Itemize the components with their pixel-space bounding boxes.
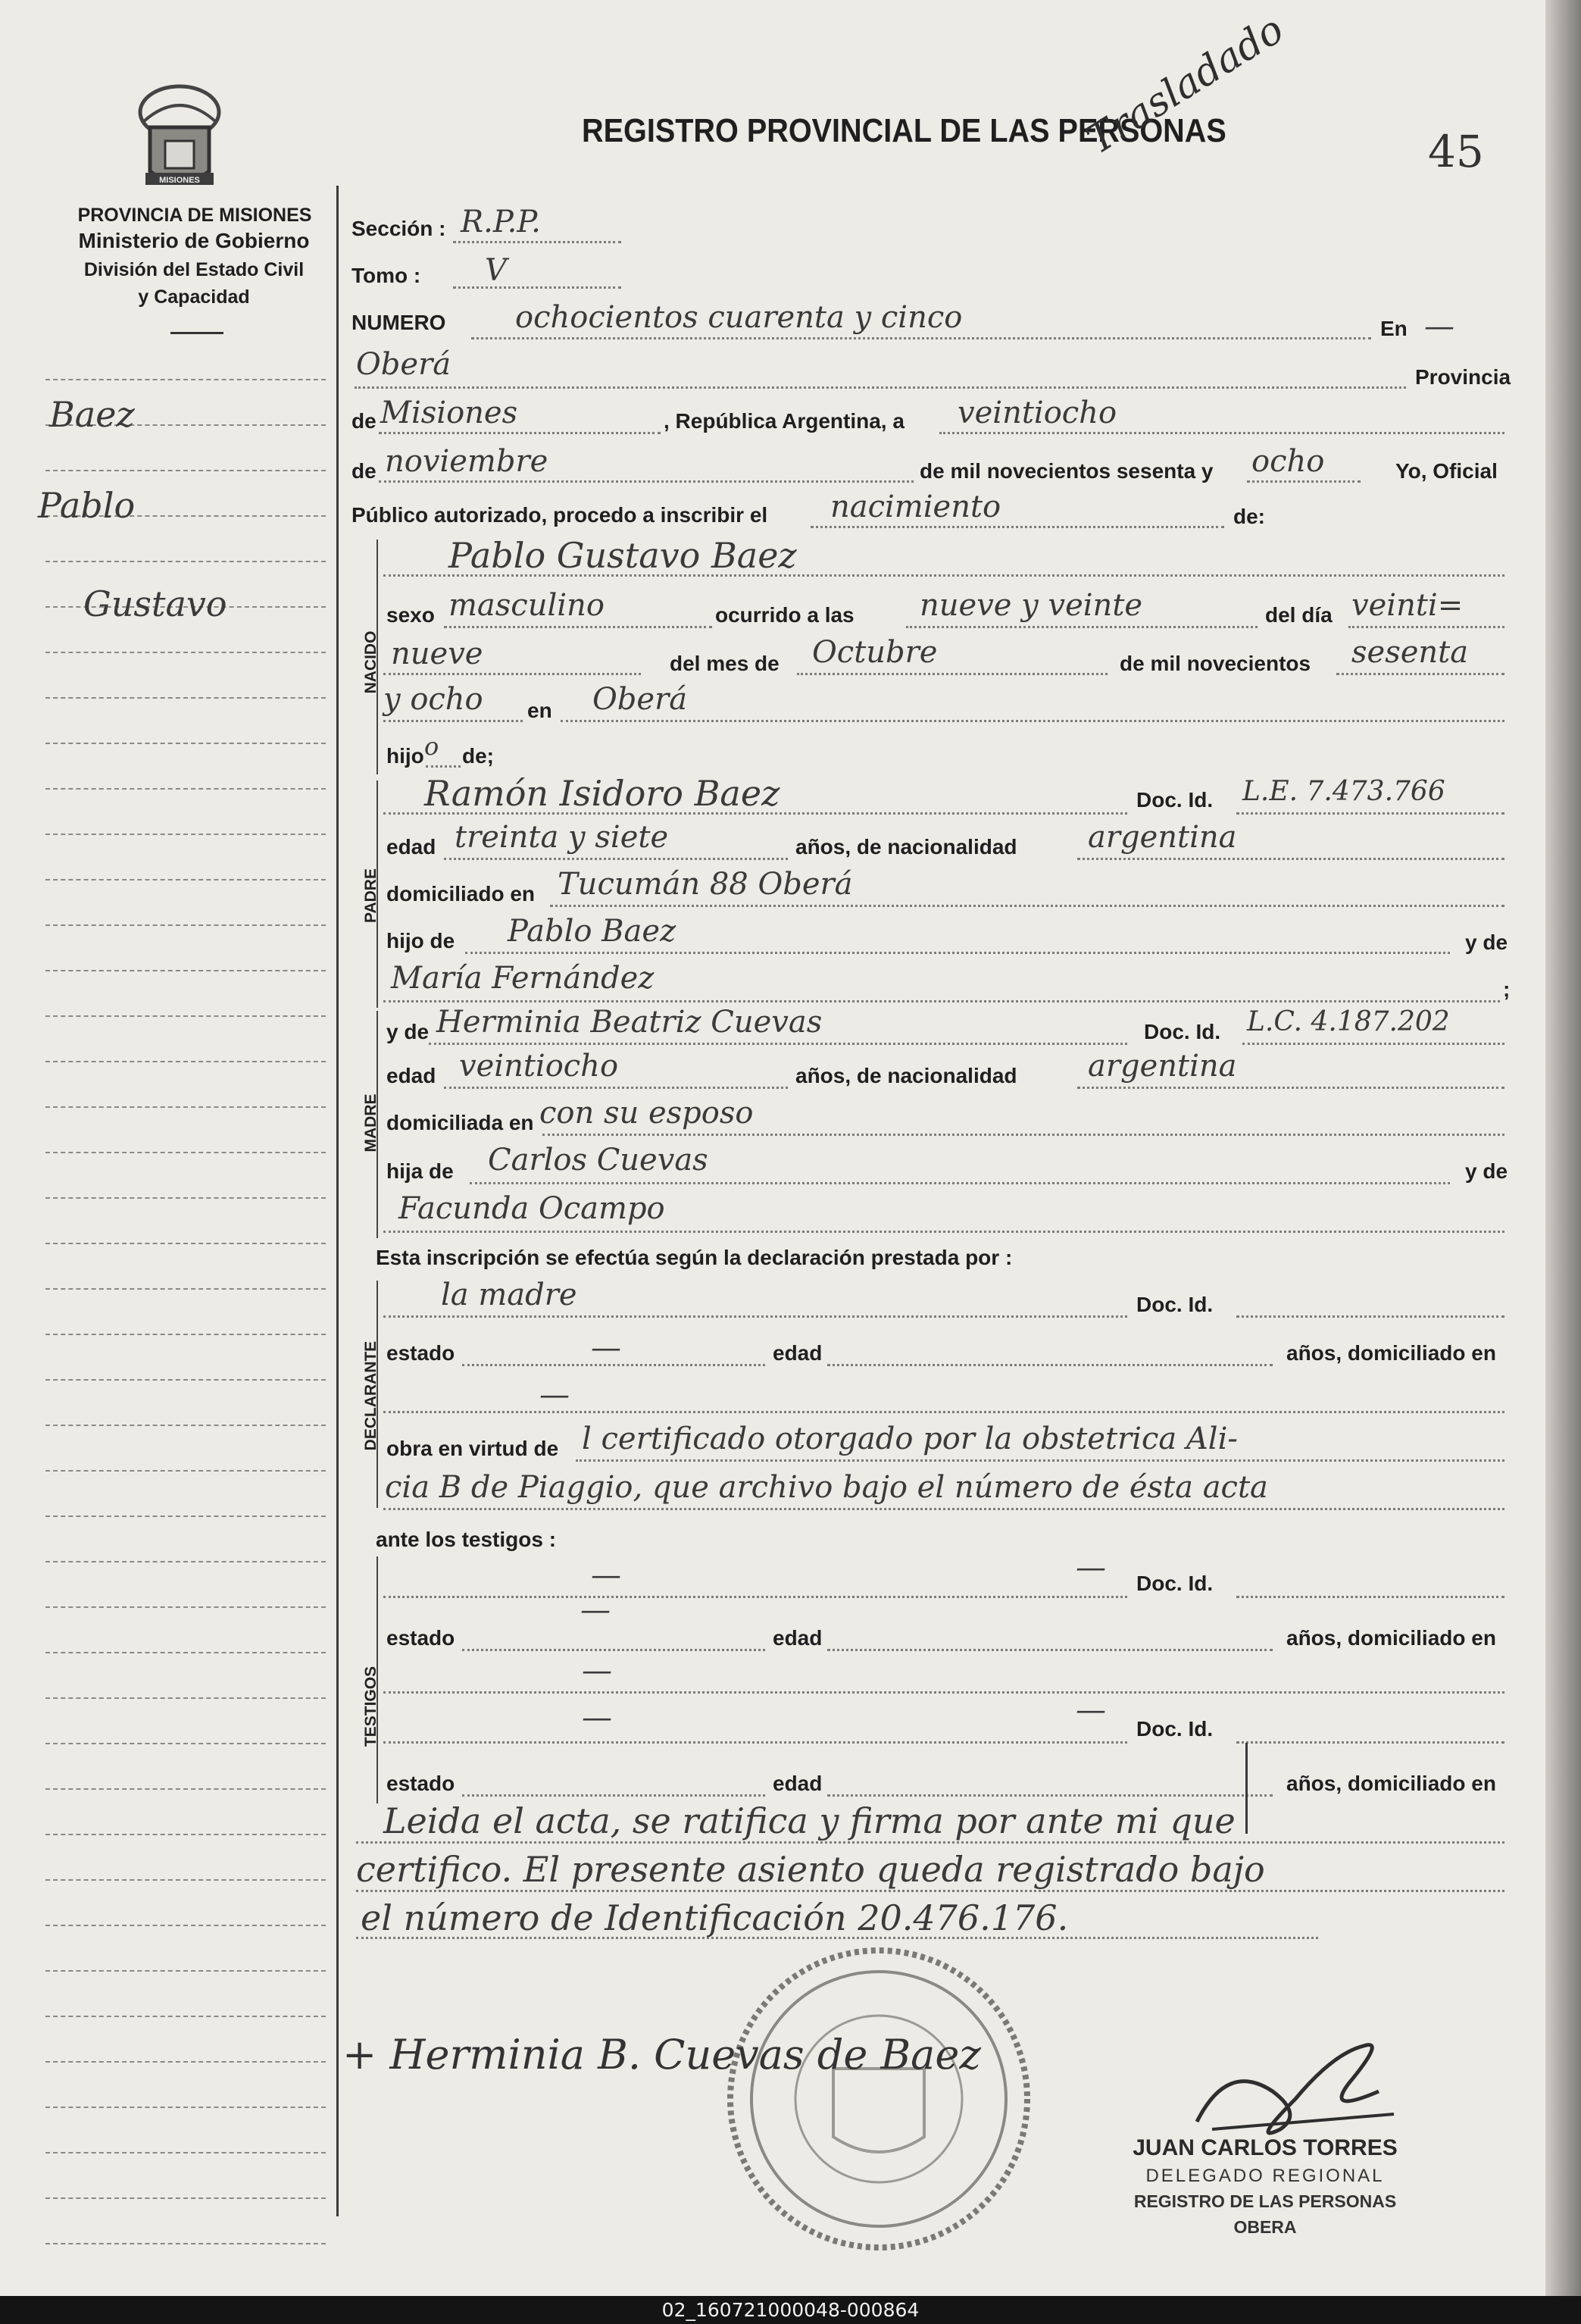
margin-rule-line [45, 1379, 326, 1381]
testigo1-dom-dash: — [582, 1653, 612, 1688]
declarante-section-label: DECLARANTE [362, 1340, 380, 1451]
declarante-intro: Esta inscripción se efectúa según la declaración prestada por : [376, 1246, 1013, 1269]
madre-dom-label: domiciliada en [386, 1111, 534, 1134]
hijo-de-label: de; [462, 744, 494, 768]
margin-rule-line [45, 652, 326, 653]
madre-padre-value: Carlos Cuevas [488, 1143, 708, 1178]
madre-y-de-label: y de [386, 1020, 430, 1043]
sexo-value: masculino [448, 588, 605, 623]
madre-name: Herminia Beatriz Cuevas [436, 1005, 823, 1040]
padre-y-de-label: y de [1465, 931, 1508, 954]
office-capacity: y Capacidad [138, 286, 250, 308]
margin-first-name: Pablo [38, 485, 136, 526]
year-value: ocho [1251, 444, 1325, 479]
margin-rule-line [45, 1106, 326, 1108]
madre-edad-line [444, 1087, 788, 1089]
closing-text-3: el número de Identificación 20.476.176. [361, 1897, 1069, 1938]
padre-madre-value: María Fernández [391, 961, 655, 996]
seal-label: MISIONES [159, 176, 200, 185]
anio-value-1: sesenta [1351, 635, 1469, 670]
margin-rule-line [45, 2107, 326, 2108]
margin-rule-line [45, 1561, 326, 1562]
margin-rule-line [45, 1970, 326, 1972]
margin-rule-line [45, 379, 326, 380]
margin-rule-line [45, 1015, 326, 1017]
padre-dom-line [550, 905, 1504, 907]
madre-dom-line [542, 1134, 1504, 1136]
margin-rule-line [45, 1470, 326, 1472]
official-signature-icon [1182, 2000, 1409, 2152]
testigos-intro: ante los testigos : [376, 1528, 557, 1551]
testigo1-dash-a: — [591, 1558, 621, 1593]
margin-rule-line [45, 2061, 326, 2063]
anio-line [1336, 673, 1504, 675]
closing-text-2: certifico. El presente asiento queda registrado bajo [356, 1849, 1265, 1890]
margin-surname: Baez [49, 394, 135, 435]
declarante-obra-line [576, 1459, 1504, 1462]
publico-label: Público autorizado, procedo a inscribir el [352, 503, 768, 527]
del-dia-label: del día [1265, 603, 1333, 627]
mes-value: Octubre [812, 635, 938, 670]
margin-rule-line [45, 1288, 326, 1290]
seccion-label: Sección : [352, 217, 446, 240]
de1-label: de [352, 409, 377, 433]
de-mil-nac-label: de mil novecientos [1120, 652, 1311, 675]
madre-madre-line [383, 1231, 1504, 1233]
madre-anios-label: años, de nacionalidad [795, 1064, 1017, 1087]
day-line [939, 432, 1504, 434]
official-office: REGISTRO DE LAS PERSONAS [1133, 2191, 1397, 2211]
provincial-seal-icon [129, 82, 231, 195]
closing-text-1: Leida el acta, se ratifica y firma por ante mi que [383, 1800, 1236, 1841]
margin-rule-line [45, 2243, 326, 2244]
sexo-line [444, 626, 712, 628]
padre-name: Ramón Isidoro Baez [424, 773, 780, 814]
padre-dom-value: Tucumán 88 Oberá [558, 867, 853, 902]
padre-edad-label: edad [386, 835, 436, 859]
madre-name-line [429, 1043, 1127, 1045]
closing-line-2 [356, 1890, 1504, 1892]
madre-dom-value: con su esposo [539, 1096, 754, 1131]
testigo2-strike-line [1245, 1743, 1248, 1834]
margin-rule-line [45, 1743, 326, 1744]
act-type-line [811, 526, 1224, 528]
madre-doc-line [1242, 1043, 1504, 1045]
en-value: — [1424, 309, 1454, 344]
margin-rule-line [45, 1061, 326, 1062]
testigo1-estado-line [462, 1649, 765, 1651]
margin-rule-line [45, 970, 326, 971]
testigo2-edad-line [827, 1794, 1273, 1797]
declarante-estado-value: — [591, 1331, 621, 1365]
file-id-caption: 02_160721000048-000864 [661, 2299, 920, 2321]
yo-oficial-label: Yo, Oficial [1395, 459, 1498, 483]
trasladado-stamp: Trasladado [1079, 6, 1292, 164]
margin-rule-line [45, 2016, 326, 2017]
declarante-doc-line [1236, 1315, 1504, 1318]
dia-value-2: nueve [391, 637, 483, 671]
republica-label: , República Argentina, a [664, 409, 905, 433]
anio-value-2: y ocho [383, 682, 483, 717]
del-mes-label: del mes de [670, 652, 780, 675]
testigo1-anios-label: años, domiciliado en [1286, 1626, 1496, 1650]
padre-nac-line [1077, 858, 1504, 860]
padre-doc-value: L.E. 7.473.766 [1242, 776, 1445, 807]
page-edge-shadow [1545, 0, 1581, 2296]
margin-rule-line [45, 2152, 326, 2154]
padre-nac-value: argentina [1088, 820, 1237, 855]
hijo-line [426, 765, 461, 768]
page-title: REGISTRO PROVINCIAL DE LAS PERSONAS [582, 112, 1226, 149]
testigo2-estado-line [462, 1794, 765, 1797]
seccion-value: R.P.P. [461, 205, 541, 239]
margin-rule-line [45, 1243, 326, 1244]
declarante-obra-value-1: l certificado otorgado por la obstetrica Ali- [582, 1422, 1238, 1456]
margin-rule-line [45, 470, 326, 471]
margin-rule-line [45, 1879, 326, 1881]
testigo2-doc-label: Doc. Id. [1136, 1717, 1214, 1741]
official-round-stamp-icon [720, 1940, 1038, 2258]
hijo-label: hijo [386, 744, 424, 768]
declarante-obra-value-2: cia B de Piaggio, que archivo bajo el número de ésta acta [385, 1470, 1268, 1505]
tomo-value: V [485, 253, 507, 288]
year-line [1247, 480, 1361, 483]
margin-rule-line [45, 2197, 326, 2199]
office-province: PROVINCIA DE MISIONES [77, 205, 312, 226]
padre-doc-label: Doc. Id. [1136, 788, 1214, 812]
madre-edad-value: veintiocho [459, 1049, 619, 1084]
madre-padres-line [470, 1182, 1450, 1184]
madre-nac-value: argentina [1088, 1049, 1237, 1084]
margin-rule-line [45, 697, 326, 699]
testigo2-estado-label: estado [386, 1772, 455, 1795]
month-line [379, 480, 914, 483]
padre-semicolon: ; [1503, 977, 1511, 1001]
madre-doc-value: L.C. 4.187.202 [1247, 1006, 1450, 1037]
de2-label: de [352, 459, 377, 483]
page-number: 45 [1428, 126, 1484, 177]
margin-rule-line [45, 1197, 326, 1199]
madre-y-de-label2: y de [1465, 1159, 1508, 1183]
numero-value: ochocientos cuarenta y cinco [515, 300, 963, 335]
declarante-anios-label: años, domiciliado en [1286, 1341, 1496, 1365]
margin-rule-line [45, 1425, 326, 1426]
margin-rule-line [45, 788, 326, 790]
dia-line [1348, 626, 1504, 628]
declarante-dom-value: — [539, 1378, 570, 1412]
madre-section-label: MADRE [362, 1093, 380, 1153]
testigo1-edad-line [827, 1649, 1273, 1651]
dia-value-1: veinti= [1351, 588, 1464, 623]
declarante-name-line [383, 1315, 1127, 1318]
province-line [379, 432, 661, 434]
padre-hijo-de-label: hijo de [386, 929, 455, 952]
lugar-line [561, 720, 1504, 722]
testigo1-doc-label: Doc. Id. [1136, 1572, 1214, 1595]
office-divider [170, 332, 223, 334]
ocurrido-label: ocurrido a las [715, 603, 855, 627]
margin-rule-line [45, 743, 326, 744]
padre-edad-line [444, 858, 788, 860]
margin-rule-line [45, 879, 326, 880]
padre-edad-value: treinta y siete [455, 820, 669, 855]
margin-rule-line [45, 1515, 326, 1517]
seccion-line [453, 241, 621, 243]
day-value: veintiocho [958, 396, 1117, 430]
padre-padres-line [465, 952, 1450, 954]
padre-dom-label: domiciliado en [386, 882, 536, 906]
declarante-obra2-line [383, 1508, 1504, 1510]
testigo1-estado-label: estado [386, 1626, 455, 1650]
padre-madre-line [383, 1000, 1500, 1002]
testigo1-dom-line [383, 1691, 1504, 1694]
padre-padre-value: Pablo Baez [508, 914, 676, 949]
testigo2-edad-label: edad [773, 1772, 823, 1795]
hora-line [906, 626, 1258, 628]
padre-section-label: PADRE [362, 868, 380, 923]
madre-doc-label: Doc. Id. [1144, 1020, 1221, 1043]
column-divider [336, 186, 339, 2216]
declarante-name: la madre [441, 1278, 577, 1312]
anio2-line [383, 720, 523, 722]
declarante-edad-label: edad [773, 1341, 823, 1365]
margin-rule-line [45, 1152, 326, 1153]
provincia-label: Provincia [1415, 365, 1511, 389]
testigo1-edad-label: edad [773, 1626, 823, 1650]
testigo2-anios-label: años, domiciliado en [1286, 1772, 1496, 1795]
margin-rule-line [45, 1925, 326, 1926]
testigo1-estado-dash: — [580, 1593, 611, 1628]
dia2-line [383, 673, 641, 675]
province-value: Misiones [380, 396, 518, 430]
testigo1-doc-line [1236, 1596, 1504, 1598]
declarant-signature: + Herminia B. Cuevas de Baez [342, 2031, 981, 2078]
hora-value: nueve y veinte [920, 588, 1143, 623]
margin-rule-line [45, 834, 326, 835]
month-value: noviembre [385, 444, 548, 479]
official-name: JUAN CARLOS TORRES [1133, 2135, 1398, 2160]
nacido-name: Pablo Gustavo Baez [448, 535, 797, 576]
locality-value: Oberá [356, 347, 451, 382]
testigo1-name-line [383, 1596, 1127, 1598]
locality-line [355, 386, 1406, 389]
declarante-doc-label: Doc. Id. [1136, 1293, 1214, 1316]
testigo2-dash-b: — [1076, 1693, 1106, 1728]
madre-edad-label: edad [386, 1064, 436, 1087]
declarante-estado-label: estado [386, 1341, 455, 1365]
padre-anios-label: años, de nacionalidad [795, 835, 1017, 859]
de-colon-label: de: [1233, 505, 1265, 528]
closing-line-1 [356, 1841, 1504, 1844]
testigo1-dash-b: — [1076, 1550, 1106, 1585]
declarante-obra-label: obra en virtud de [386, 1437, 559, 1460]
margin-rule-line [45, 1606, 326, 1608]
act-type-value: nacimiento [830, 490, 1001, 524]
margin-second-name: Gustavo [83, 583, 227, 624]
margin-rule-line [45, 1652, 326, 1653]
margin-rule-line [45, 1834, 326, 1835]
official-city: OBERA [1233, 2217, 1297, 2237]
nac-en-label: en [527, 699, 552, 722]
declarante-edad-line [827, 1364, 1273, 1366]
official-role: DELEGADO REGIONAL [1145, 2166, 1385, 2186]
numero-label: NUMERO [352, 311, 446, 334]
nacido-section-label: NACIDO [362, 630, 380, 694]
madre-hija-de-label: hija de [386, 1159, 454, 1183]
testigos-section-label: TESTIGOS [362, 1666, 380, 1747]
hijo-value: o [424, 732, 439, 761]
testigo2-dash-a: — [582, 1700, 612, 1735]
lugar-value: Oberá [592, 682, 688, 717]
numero-line [471, 337, 1371, 339]
padre-doc-line [1236, 812, 1504, 815]
madre-madre-value: Facunda Ocampo [398, 1191, 665, 1226]
mes-line [797, 673, 1108, 675]
tomo-label: Tomo : [352, 264, 421, 287]
testigo2-doc-line [1236, 1741, 1504, 1744]
tomo-line [453, 286, 621, 289]
office-ministry: Ministerio de Gobierno [78, 229, 310, 252]
margin-rule-line [45, 1697, 326, 1699]
de-mil-label: de mil novecientos sesenta y [920, 459, 1214, 483]
office-division: División del Estado Civil [83, 259, 305, 280]
sexo-label: sexo [386, 603, 435, 627]
margin-rule-line [45, 1334, 326, 1335]
madre-nac-line [1077, 1087, 1504, 1089]
margin-rule-line [45, 924, 326, 926]
margin-rule-line [45, 561, 326, 562]
testigo2-name-line [383, 1741, 1127, 1744]
en-label: En [1380, 317, 1408, 340]
margin-rule-line [45, 1788, 326, 1790]
